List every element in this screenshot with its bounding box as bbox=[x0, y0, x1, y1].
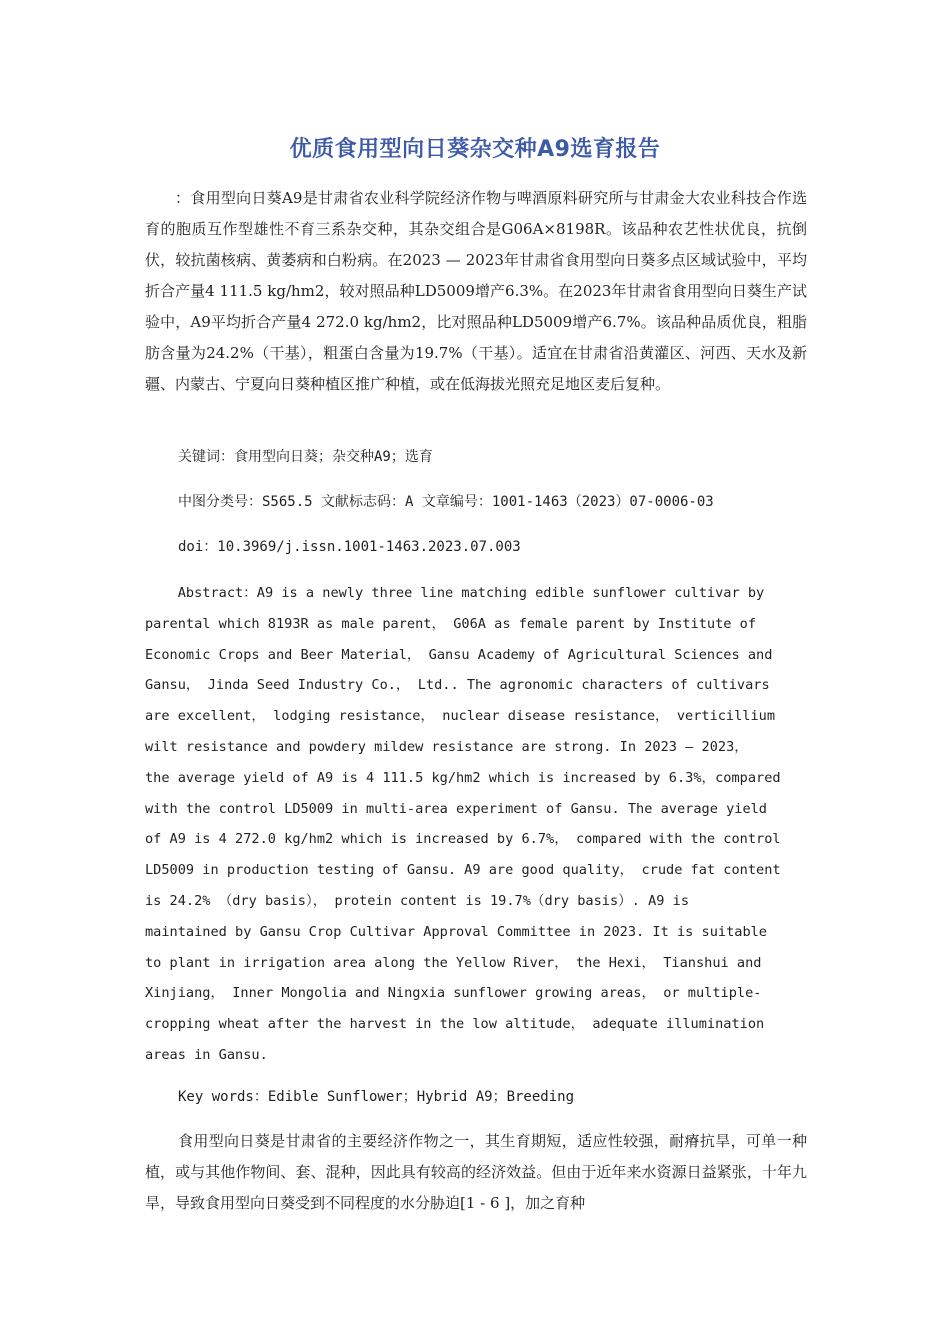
chinese-keywords: 关键词：食用型向日葵；杂交种A9；选育 bbox=[178, 449, 433, 465]
english-abstract-line: LD5009 in production testing of Gansu. A9 are good quality， crude fat content bbox=[145, 862, 781, 879]
english-abstract-line: the average yield of A9 is 4 111.5 kg/hm2 which is increased by 6.3%，compared bbox=[145, 769, 781, 786]
classification-line: 中图分类号：S565.5 文献标志码：A 文章编号：1001-1463（2023）07-0006-03 bbox=[178, 494, 714, 510]
english-abstract-line: Economic Crops and Beer Material， Gansu Academy of Agricultural Sciences and bbox=[145, 646, 773, 663]
chinese-abstract bbox=[145, 183, 807, 400]
english-abstract-line: Abstract：A9 is a newly three line matching edible sunflower cultivar by bbox=[145, 585, 765, 601]
english-abstract-line: Gansu， Jinda Seed Industry Co.， Ltd.. The agronomic characters of cultivars bbox=[145, 677, 770, 694]
english-abstract-line: is 24.2% （dry basis）， protein content is 19.7%（dry basis）. A9 is bbox=[145, 892, 690, 909]
english-abstract-line: with the control LD5009 in multi-area experiment of Gansu. The average yield bbox=[145, 800, 767, 817]
english-abstract-line: wilt resistance and powdery mildew resistance are strong. In 2023 — 2023， bbox=[145, 738, 748, 755]
english-abstract-line: cropping wheat after the harvest in the low altitude， adequate illumination bbox=[145, 1016, 765, 1033]
english-abstract-line: parental which 8193R as male parent， G06A as female parent by Institute of bbox=[145, 615, 757, 632]
article-title: 优质食用型向日葵杂交种A9选育报告 bbox=[289, 137, 661, 162]
english-abstract bbox=[145, 578, 815, 1071]
introduction-paragraph: 食用型向日葵是甘肃省的主要经济作物之一，其生育期短，适应性较强，耐瘠抗旱，可单一种植，或与其他作物间、套、混种，因此具有较高的经济效益。但由于近年来水资源日益紧张，十年九旱，导致食用型向日葵受到不同程度的水分胁迫[1 - 6 ]，加之育种 bbox=[145, 1132, 807, 1212]
english-abstract-line: Xinjiang， Inner Mongolia and Ningxia sunflower growing areas， or multiple- bbox=[145, 985, 762, 1002]
chinese-abstract-text: ：食用型向日葵A9是甘肃省农业科学院经济作物与啤酒原料研究所与甘肃金大农业科技合作选育的胞质互作型雄性不育三系杂交种，其杂交组合是G06A×8198R。该品种农艺性状优良，抗倒伏，较抗菌核病、黄萎病和白粉病。在2023 — 2023年甘肃省食用型向日葵多点区域试验中，平均折合产量4 111.5 kg/hm2，较对照品种LD5009增产6.3%。在2023年甘肃省食用型向日葵生产试验中，A9平均折合产量4 272.0 kg/hm2，比对照品种LD5009增产6.7%。该品种品质优良，粗脂肪含量为24.2%（干基），粗蛋白含量为19.7%（干基）。适宜在甘肃省沿黄灌区、河西、天水及新疆、内蒙古、宁夏向日葵种植区推广种植，或在低海拔光照充足地区麦后复种。 bbox=[145, 189, 807, 393]
english-abstract-line: maintained by Gansu Crop Cultivar Approval Committee in 2023. It is suitable bbox=[145, 923, 767, 940]
english-abstract-line: are excellent， lodging resistance， nuclear disease resistance， verticillium bbox=[145, 708, 776, 725]
doi-line: doi：10.3969/j.issn.1001-1463.2023.07.003 bbox=[178, 539, 521, 555]
english-abstract-line: areas in Gansu. bbox=[145, 1046, 268, 1063]
english-abstract-line: to plant in irrigation area along the Yellow River， the Hexi， Tianshui and bbox=[145, 954, 762, 971]
english-abstract-line: of A9 is 4 272.0 kg/hm2 which is increased by 6.7%， compared with the control bbox=[145, 831, 781, 848]
english-keywords: Key words：Edible Sunflower；Hybrid A9；Breeding bbox=[178, 1089, 575, 1105]
